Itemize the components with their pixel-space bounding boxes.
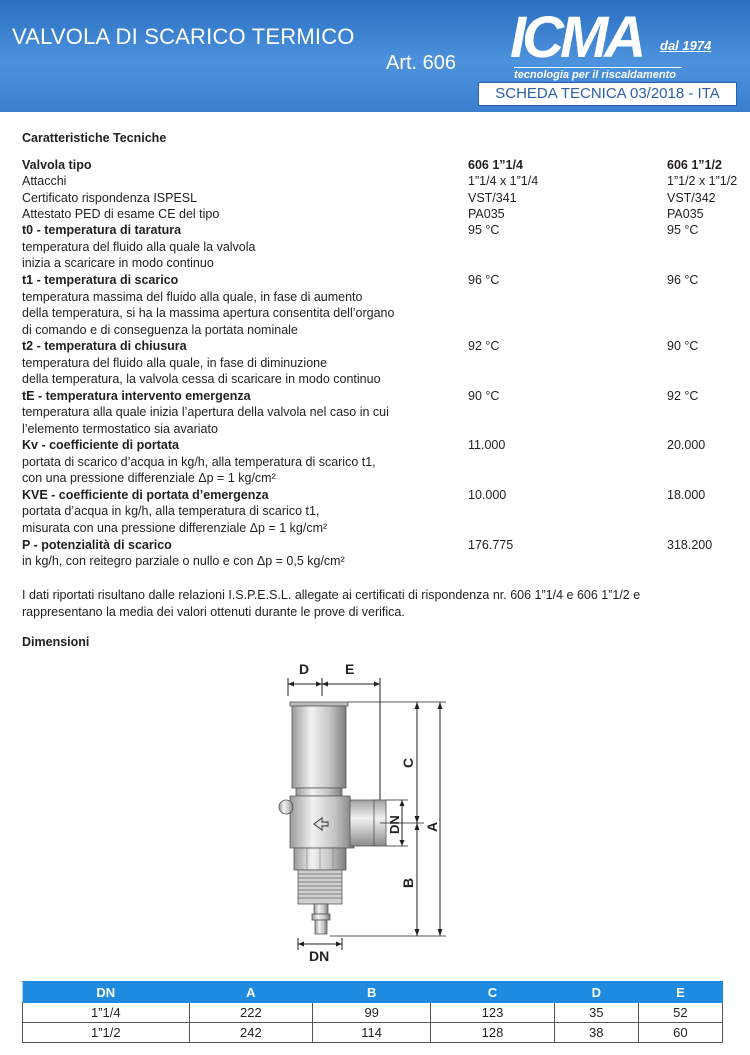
table-cell: 35 xyxy=(554,1003,638,1023)
col-header-dn: DN xyxy=(23,982,190,1003)
spec-label: della temperatura, si ha la massima apertura consentita dell’organo xyxy=(22,306,395,320)
dim-label-e: E xyxy=(345,661,355,677)
note-line-1: I dati riportati risultano dalle relazioni I.S.P.E.S.L. allegate ai certificati di rispondenza nr. 606 1”1/4 e 606 1”1/2 e xyxy=(22,588,641,602)
spec-label: Attestato PED di esame CE del tipo xyxy=(22,207,220,221)
spec-value-606-1-1-4: 10.000 xyxy=(468,488,507,502)
spec-label: della temperatura, la valvola cessa di scaricare in modo continuo xyxy=(22,372,381,386)
spec-label: temperatura massima del fluido alla quale, in fase di aumento xyxy=(22,290,363,304)
spec-label: temperatura del fluido alla quale, in fase di diminuzione xyxy=(22,356,328,370)
dim-label-c: C xyxy=(400,757,416,768)
spec-value-606-1-1-2: 90 °C xyxy=(667,339,699,353)
spec-label: Certificato rispondenza ISPESL xyxy=(22,191,198,205)
spec-value-606-1-1-2: 318.200 xyxy=(667,538,713,552)
spec-heading: t2 - temperatura di chiusura xyxy=(22,339,187,353)
spec-label: l’elemento termostatico sia avariato xyxy=(22,422,218,436)
spec-value-606-1-1-2: 20.000 xyxy=(667,438,706,452)
spec-value-606-1-1-4: 92 °C xyxy=(468,339,500,353)
dimensions-section-title: Dimensioni xyxy=(22,635,90,649)
table-cell: 52 xyxy=(638,1003,722,1023)
table-row xyxy=(23,1023,723,1043)
dim-label-b: B xyxy=(400,877,416,888)
spec-heading: P - potenzialità di scarico xyxy=(22,538,172,552)
table-row xyxy=(23,1003,723,1023)
spec-heading: Valvola tipo xyxy=(22,158,92,172)
spec-value-606-1-1-4: 95 °C xyxy=(468,223,500,237)
spec-heading: t0 - temperatura di taratura xyxy=(22,223,182,237)
spec-value-606-1-1-2: 1”1/2 x 1”1/2 xyxy=(667,174,738,188)
spec-heading: Kv - coefficiente di portata xyxy=(22,438,179,452)
specs-section-title: Caratteristiche Tecniche xyxy=(22,131,167,145)
logo-since: dal 1974 xyxy=(660,38,712,53)
dim-label-dn-side: DN xyxy=(387,815,402,834)
dim-label-dn-bottom: DN xyxy=(309,948,330,964)
spec-label: misurata con una pressione differenziale Δp = 1 kg/cm² xyxy=(22,521,328,535)
table-cell: 114 xyxy=(313,1023,431,1043)
spec-value-606-1-1-4: 11.000 xyxy=(468,438,506,452)
dimensions-table xyxy=(22,981,723,1043)
spec-label: portata d’acqua in kg/h, alla temperatura di scarico t1, xyxy=(22,504,320,518)
dim-label-a: A xyxy=(424,821,440,832)
spec-label: temperatura del fluido alla quale la valvola xyxy=(22,240,256,254)
header-band xyxy=(0,0,750,112)
spec-label: Attacchi xyxy=(22,174,67,188)
spec-value-606-1-1-4: 176.775 xyxy=(468,538,514,552)
valve-dimension-diagram xyxy=(262,652,462,964)
spec-value-606-1-1-2: 95 °C xyxy=(667,223,699,237)
table-cell: 242 xyxy=(189,1023,312,1043)
col-header-e: E xyxy=(638,982,722,1003)
sheet-label: SCHEDA TECNICA 03/2018 - ITA xyxy=(478,82,737,106)
spec-label: inizia a scaricare in modo continuo xyxy=(22,256,214,270)
specs-col2-header: 606 1”1/2 xyxy=(667,158,722,172)
logo-wordmark: ICMA xyxy=(510,5,643,70)
table-cell: 123 xyxy=(431,1003,554,1023)
table-cell: 38 xyxy=(554,1023,638,1043)
spec-value-606-1-1-4: VST/341 xyxy=(468,191,517,205)
icma-logo xyxy=(510,5,740,84)
col-header-d: D xyxy=(554,982,638,1003)
table-cell: 1”1/2 xyxy=(23,1023,190,1043)
spec-value-606-1-1-2: 96 °C xyxy=(667,273,699,287)
document-title: VALVOLA DI SCARICO TERMICO xyxy=(12,24,355,49)
table-cell: 1”1/4 xyxy=(23,1003,190,1023)
article-number: Art. 606 xyxy=(386,52,457,74)
spec-heading: t1 - temperatura di scarico xyxy=(22,273,179,287)
spec-label: temperatura alla quale inizia l’apertura della valvola nel caso in cui xyxy=(22,405,389,419)
spec-value-606-1-1-4: 90 °C xyxy=(468,389,500,403)
spec-value-606-1-1-2: 92 °C xyxy=(667,389,699,403)
dimensions-header-row xyxy=(23,982,723,1003)
table-cell: 60 xyxy=(638,1023,722,1043)
spec-value-606-1-1-4: 96 °C xyxy=(468,273,500,287)
table-cell: 128 xyxy=(431,1023,554,1043)
table-cell: 99 xyxy=(313,1003,431,1023)
table-cell: 222 xyxy=(189,1003,312,1023)
spec-label: portata di scarico d’acqua in kg/h, alla temperatura di scarico t1, xyxy=(22,455,376,469)
spec-value-606-1-1-4: PA035 xyxy=(468,207,505,221)
specs-col1-header: 606 1”1/4 xyxy=(468,158,523,172)
spec-heading: KVE - coefficiente di portata d’emergenza xyxy=(22,488,269,502)
spec-value-606-1-1-4: 1”1/4 x 1”1/4 xyxy=(468,174,539,188)
logo-tagline: tecnologia per il riscaldamento xyxy=(514,67,682,81)
spec-label: di comando e di conseguenza la portata nominale xyxy=(22,323,298,337)
col-header-c: C xyxy=(431,982,554,1003)
note-line-2: rappresentano la media dei valori ottenuti durante le prove di verifica. xyxy=(22,605,405,619)
col-header-a: A xyxy=(189,982,312,1003)
spec-heading: tE - temperatura intervento emergenza xyxy=(22,389,251,403)
col-header-b: B xyxy=(313,982,431,1003)
spec-value-606-1-1-2: 18.000 xyxy=(667,488,706,502)
spec-value-606-1-1-2: PA035 xyxy=(667,207,704,221)
spec-value-606-1-1-2: VST/342 xyxy=(667,191,716,205)
dim-label-d: D xyxy=(299,661,310,677)
spec-label: con una pressione differenziale Δp = 1 kg/cm² xyxy=(22,471,276,485)
spec-label: in kg/h, con reitegro parziale o nullo e con Δp = 0,5 kg/cm² xyxy=(22,554,345,568)
